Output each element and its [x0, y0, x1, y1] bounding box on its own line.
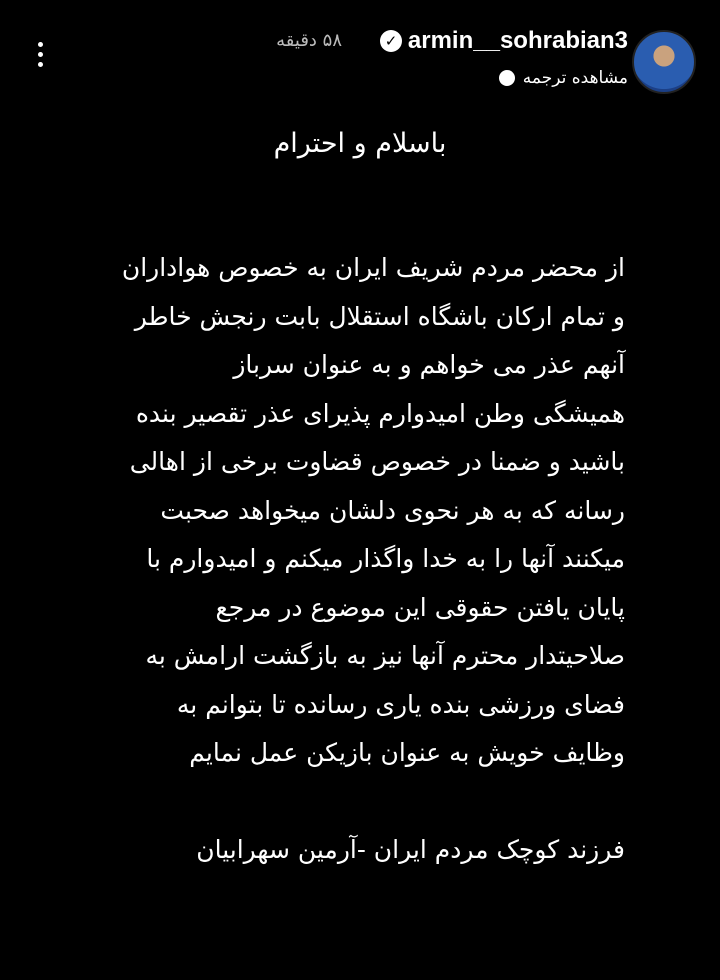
text-line: همیشگی وطن امیدوارم پذیرای عذر تقصیر بنده: [135, 398, 625, 428]
speech-bubble-icon: [499, 70, 515, 86]
blank-line: [65, 778, 625, 827]
text-line: رسانه که به هر نحوی دلشان میخواهد صحبت: [160, 495, 625, 525]
post-body: [65, 244, 625, 875]
post-time: ۵۸ دقیقه: [276, 30, 342, 51]
verified-badge-icon: ✓: [380, 30, 402, 52]
more-options-icon[interactable]: [36, 42, 44, 67]
username[interactable]: armin__sohrabian3: [407, 27, 628, 54]
text-line: وظایف خویش به عنوان بازیکن عمل نمایم: [189, 738, 625, 767]
text-line: آنهم عذر می خواهم و به عنوان سرباز: [233, 350, 625, 379]
text-line: و تمام ارکان باشگاه استقلال بابت رنجش خاطر: [134, 301, 625, 331]
text-line: باشید و ضمنا در خصوص قضاوت برخی از اهالی: [129, 447, 625, 476]
see-translation-button[interactable]: [499, 68, 628, 88]
text-line: میکنند آنها را به خدا واگذار میکنم و امیدوارم با: [146, 544, 625, 573]
translate-label: مشاهده ترجمه: [522, 68, 628, 88]
text-line: صلاحیتدار محترم آنها نیز به بازگشت ارامش به: [145, 641, 625, 670]
story-header: [0, 0, 720, 110]
avatar[interactable]: [632, 30, 696, 94]
text-line: از محضر مردم شریف ایران به خصوص هواداران: [121, 253, 625, 282]
post-title: باسلام و احترام: [273, 128, 447, 159]
text-line: فضای ورزشی بنده یاری رسانده تا بتوانم به: [176, 689, 625, 719]
text-line: پایان یافتن حقوقی این موضوع در مرجع: [215, 592, 625, 622]
signature-line: فرزند کوچک مردم ایران -آرمین سهرابیان: [196, 835, 625, 864]
